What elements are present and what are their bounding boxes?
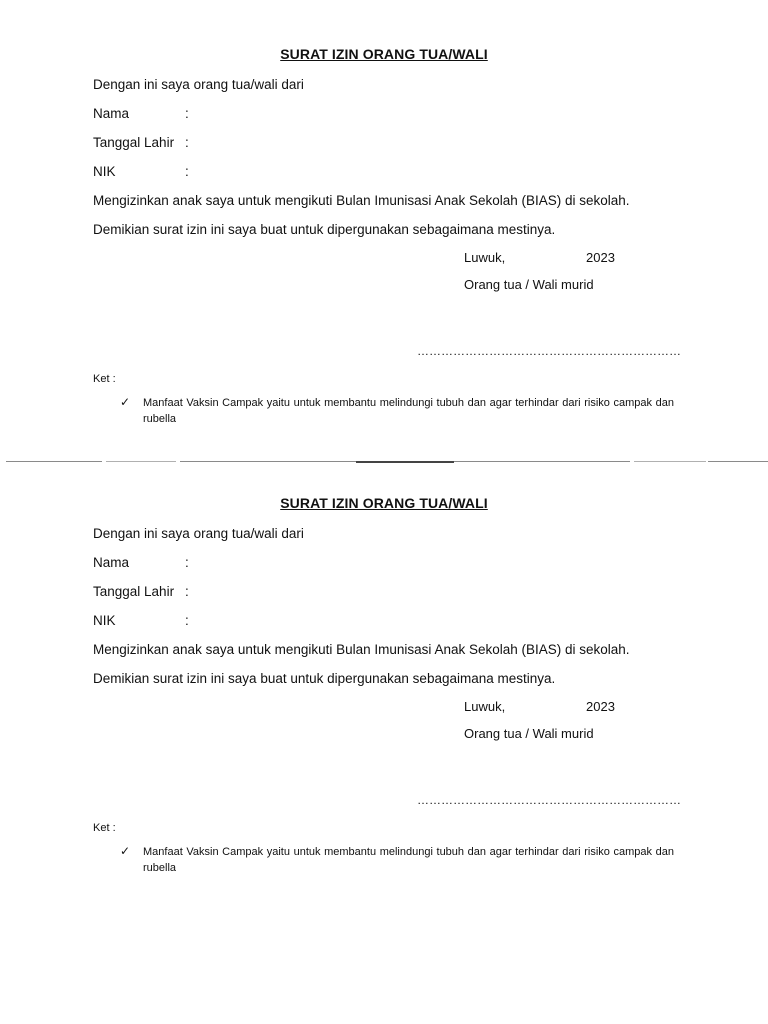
- field-label-nik: NIK: [93, 164, 116, 179]
- year-text: 2023: [586, 699, 615, 714]
- permission-letter-1: [0, 0, 768, 440]
- note-text: Manfaat Vaksin Campak yaitu untuk membantu melindungi tubuh dan agar terhindar dari risiko campak dan rubella: [143, 397, 674, 425]
- field-label-tanggal-lahir: Tanggal Lahir: [93, 584, 175, 599]
- field-label-nama: Nama: [93, 106, 130, 121]
- consent-statement: Mengizinkan anak saya untuk mengikuti Bulan Imunisasi Anak Sekolah (BIAS) di sekolah.: [93, 642, 630, 657]
- place-text: Luwuk,: [464, 250, 506, 265]
- year-text: 2023: [586, 250, 615, 265]
- checkmark-icon: ✓: [120, 395, 131, 409]
- note-label: Ket :: [93, 822, 116, 834]
- checkmark-icon: ✓: [120, 844, 131, 858]
- closing-statement: Demikian surat izin ini saya buat untuk dipergunakan sebagaimana mestinya.: [93, 671, 556, 686]
- field-separator: :: [185, 135, 189, 150]
- place-text: Luwuk,: [464, 699, 506, 714]
- letter-title: SURAT IZIN ORANG TUA/WALI: [280, 46, 488, 62]
- field-separator: :: [185, 164, 189, 179]
- field-separator: :: [185, 106, 189, 121]
- intro-text: Dengan ini saya orang tua/wali dari: [93, 526, 304, 541]
- field-separator: :: [185, 555, 189, 570]
- consent-statement: Mengizinkan anak saya untuk mengikuti Bulan Imunisasi Anak Sekolah (BIAS) di sekolah.: [93, 193, 630, 208]
- field-separator: :: [185, 613, 189, 628]
- intro-text: Dengan ini saya orang tua/wali dari: [93, 77, 304, 92]
- permission-letter-2: [0, 449, 768, 889]
- field-label-nama: Nama: [93, 555, 130, 570]
- note-text: Manfaat Vaksin Campak yaitu untuk membantu melindungi tubuh dan agar terhindar dari risiko campak dan rubella: [143, 846, 674, 874]
- letter-title: SURAT IZIN ORANG TUA/WALI: [280, 495, 488, 511]
- signer-label: Orang tua / Wali murid: [464, 277, 594, 292]
- field-separator: :: [185, 584, 189, 599]
- signature-line: …………………………………………………………: [417, 344, 681, 358]
- signer-label: Orang tua / Wali murid: [464, 726, 594, 741]
- note-label: Ket :: [93, 373, 116, 385]
- closing-statement: Demikian surat izin ini saya buat untuk dipergunakan sebagaimana mestinya.: [93, 222, 556, 237]
- field-label-tanggal-lahir: Tanggal Lahir: [93, 135, 175, 150]
- signature-line: …………………………………………………………: [417, 793, 681, 807]
- field-label-nik: NIK: [93, 613, 116, 628]
